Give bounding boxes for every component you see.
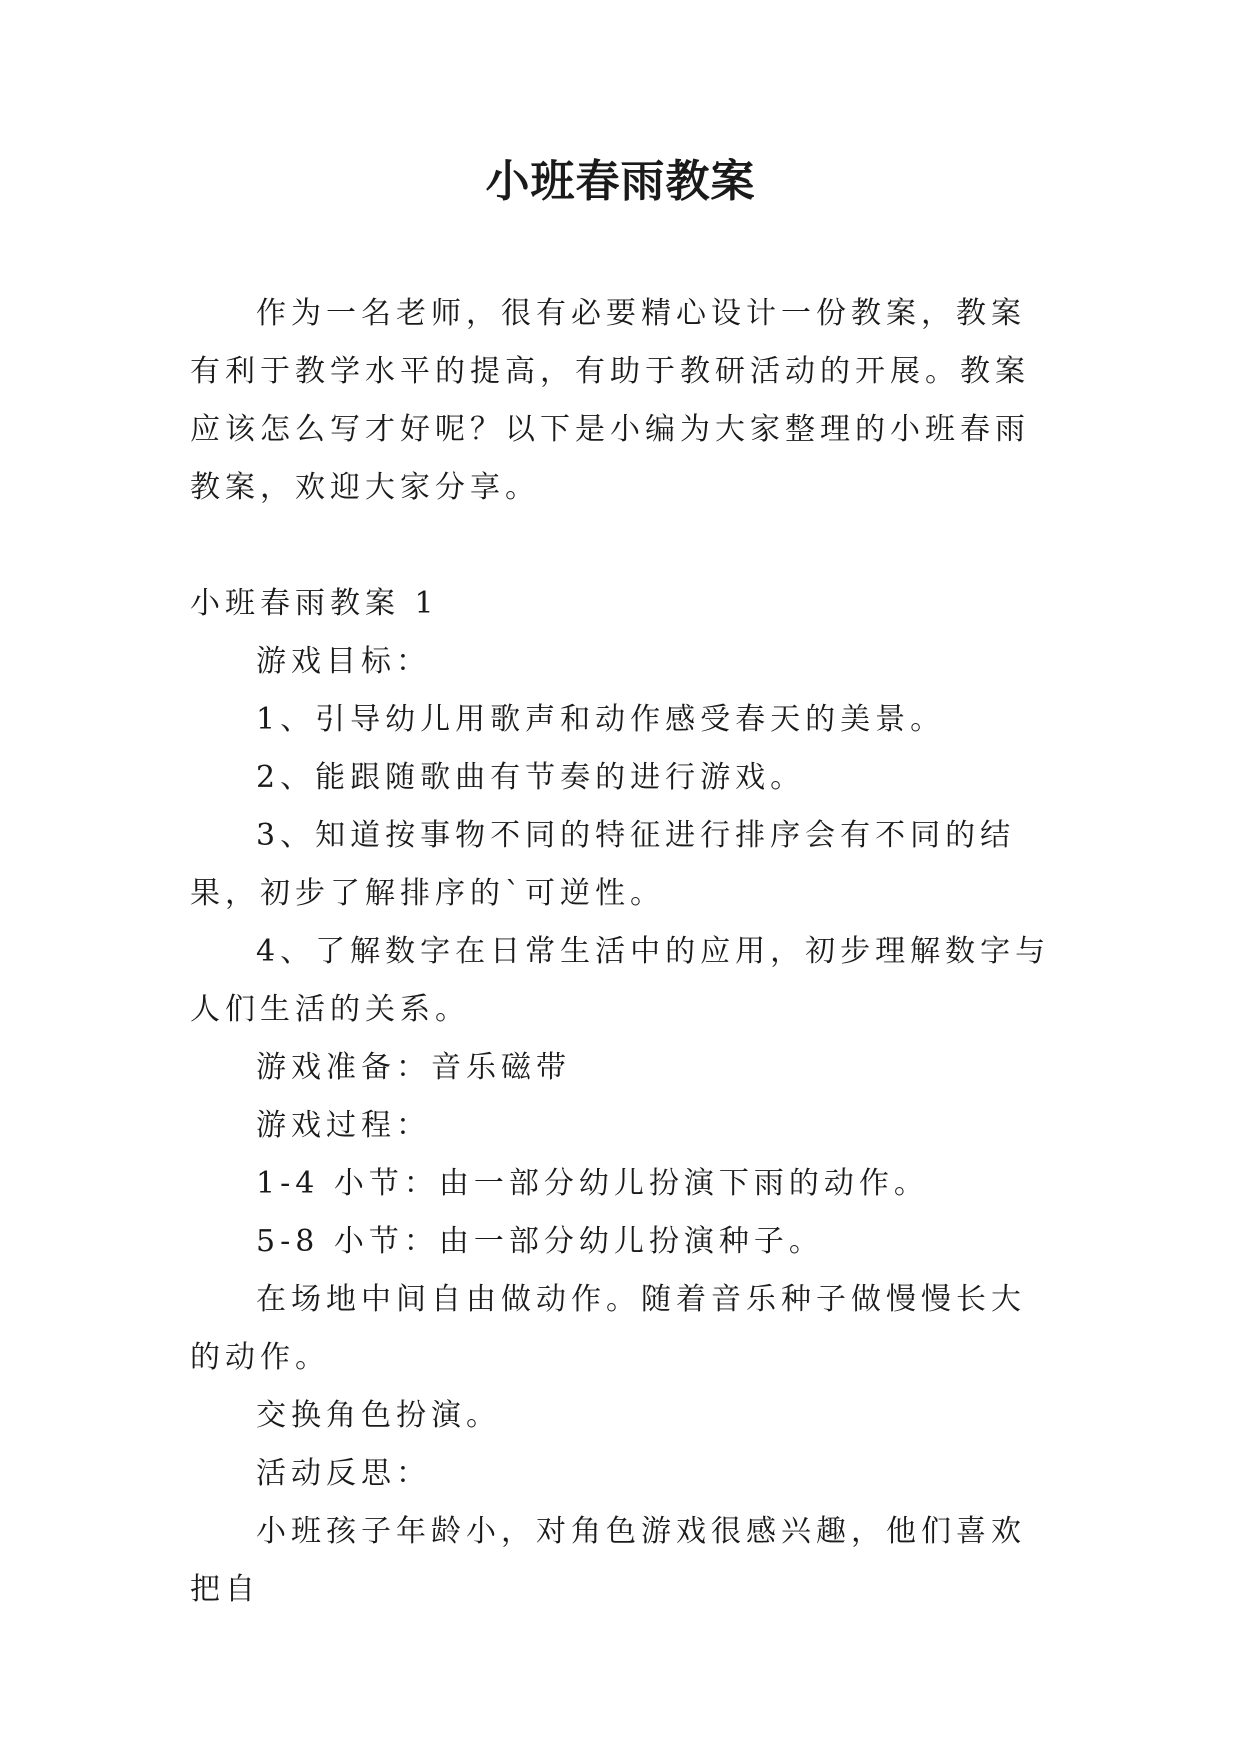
intro-paragraph: 作为一名老师，很有必要精心设计一份教案，教案有利于教学水平的提高，有助于教研活动的开展。教案应该怎么写才好呢？以下是小编为大家整理的小班春雨教案，欢迎大家分享。 — [190, 296, 1030, 505]
paragraph: 1-4 小节：由一部分幼儿扮演下雨的动作。 — [256, 1166, 929, 1201]
document-body — [190, 285, 1055, 1619]
section-heading: 小班春雨教案 1 — [190, 586, 439, 621]
paragraph: 游戏过程： — [256, 1108, 431, 1143]
paragraph: 3、知道按事物不同的特征进行排序会有不同的结果，初步了解排序的`可逆性。 — [190, 818, 1016, 911]
paragraph: 2、能跟随歌曲有节奏的进行游戏。 — [256, 760, 806, 795]
document-title: 小班春雨教案 — [485, 156, 756, 207]
paragraph: 交换角色扮演。 — [256, 1398, 501, 1433]
paragraph: 1、引导幼儿用歌声和动作感受春天的美景。 — [256, 702, 946, 737]
paragraph: 4、了解数字在日常生活中的应用，初步理解数字与人们生活的关系。 — [190, 934, 1051, 1027]
paragraph: 活动反思： — [256, 1456, 431, 1491]
paragraph: 5-8 小节：由一部分幼儿扮演种子。 — [256, 1224, 824, 1259]
paragraph: 游戏目标： — [256, 644, 431, 679]
paragraph: 在场地中间自由做动作。随着音乐种子做慢慢长大的动作。 — [190, 1282, 1026, 1375]
paragraph: 小班孩子年龄小，对角色游戏很感兴趣，他们喜欢把自 — [190, 1514, 1026, 1607]
paragraph: 游戏准备：音乐磁带 — [256, 1050, 571, 1085]
